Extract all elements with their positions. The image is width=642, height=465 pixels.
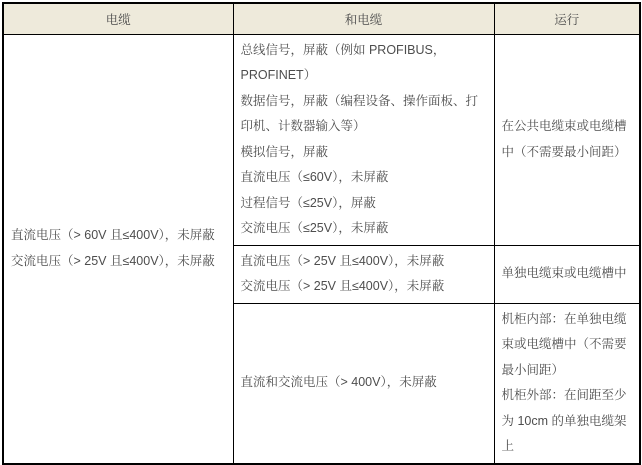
cell-line: 交流电压（> 25V 且≤400V），未屏蔽 xyxy=(240,279,445,293)
cell-row2-signals xyxy=(233,245,494,303)
cell-line: 直流电压（≤60V），未屏蔽 xyxy=(240,170,389,184)
cell-row2-run xyxy=(494,245,640,303)
cell-cable-group xyxy=(3,34,233,464)
cell-row1-run xyxy=(494,34,640,245)
cell-row1-signals xyxy=(233,34,494,245)
table-row xyxy=(3,34,640,245)
header-run: 运行 xyxy=(494,3,640,34)
cell-line: 交流电压（> 25V 且≤400V），未屏蔽 xyxy=(11,253,215,268)
cell-line: 过程信号（≤25V），屏蔽 xyxy=(240,195,376,210)
cell-line: 直流电压（> 25V 且≤400V），未屏蔽 xyxy=(240,253,445,268)
cell-line: 在公共电缆束或电缆槽中（不需要最小间距） xyxy=(501,119,627,159)
cell-line: 单独电缆束或电缆槽中 xyxy=(501,266,627,281)
cell-row3-signals xyxy=(233,303,494,464)
cell-line: 总线信号，屏蔽（例如 PROFIBUS，PROFINET） xyxy=(240,42,446,82)
header-cable: 电缆 xyxy=(3,3,233,34)
cell-line: 模拟信号，屏蔽 xyxy=(240,144,329,159)
cell-line: 交流电压（≤25V），未屏蔽 xyxy=(240,221,389,235)
cell-line: 机柜外部：在间距至少为 10cm 的单独电缆架上 xyxy=(501,388,627,453)
cell-line: 数据信号，屏蔽（编程设备、操作面板、打印机、计数器输入等） xyxy=(240,93,479,133)
cell-line: 机柜内部：在单独电缆束或电缆槽中（不需要最小间距） xyxy=(501,311,627,377)
table-header-row xyxy=(3,3,640,34)
cell-row3-run xyxy=(494,303,640,464)
cable-separation-table xyxy=(2,2,641,465)
cell-line: 直流和交流电压（> 400V），未屏蔽 xyxy=(240,375,437,390)
header-with-cable: 和电缆 xyxy=(233,3,494,34)
cell-line: 直流电压（> 60V 且≤400V），未屏蔽 xyxy=(11,228,215,242)
